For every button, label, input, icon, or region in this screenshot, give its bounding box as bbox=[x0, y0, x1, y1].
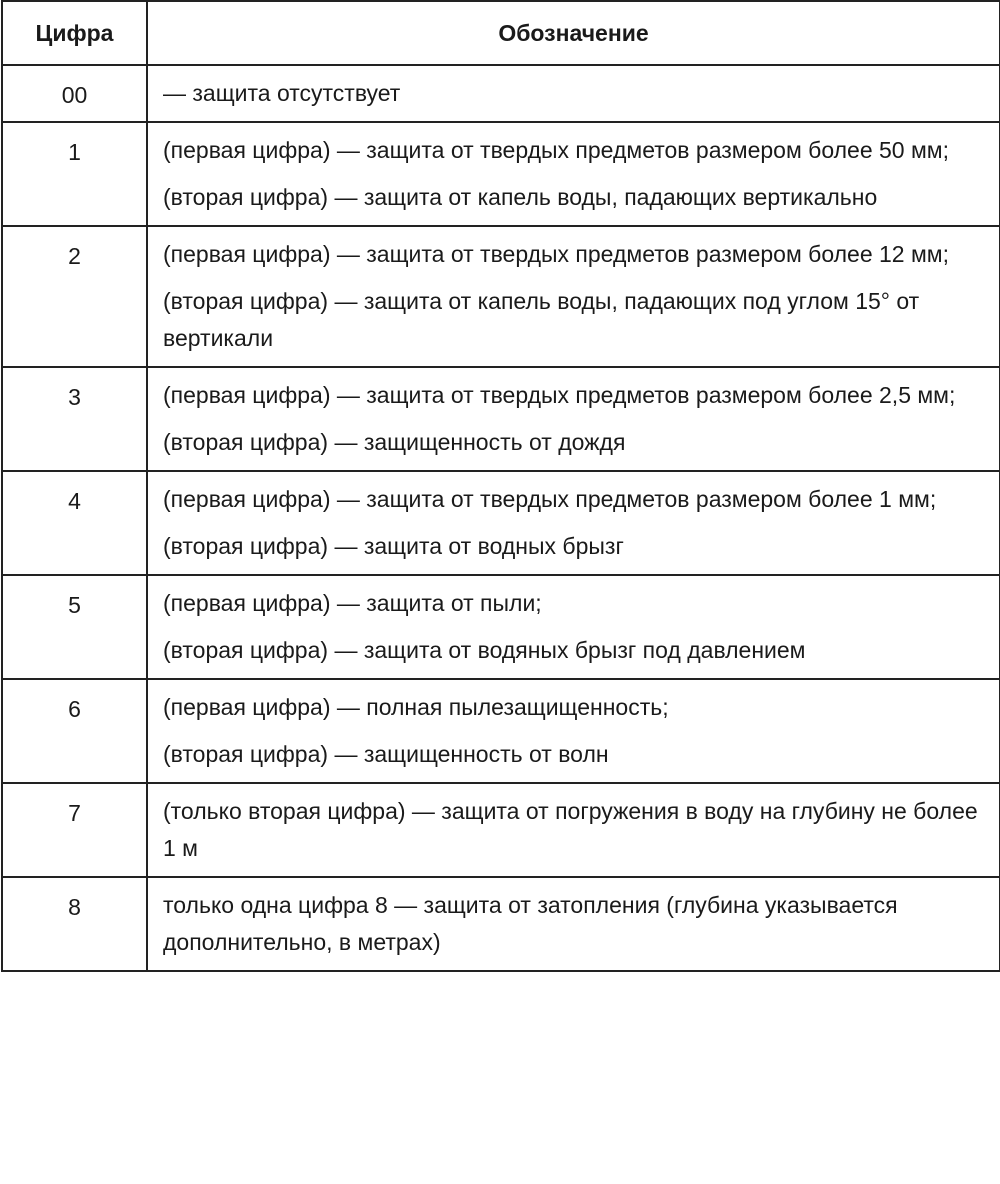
table-row bbox=[2, 122, 1000, 226]
meaning-text: (первая цифра) — защита от твердых предметов размером более 1 мм; bbox=[163, 486, 937, 512]
table-row bbox=[2, 226, 1000, 367]
meaning-text: (вторая цифра) — защита от водных брызг bbox=[163, 533, 624, 559]
meaning-cell bbox=[147, 877, 1000, 971]
meaning-cell bbox=[147, 679, 1000, 783]
meaning-text: (только вторая цифра) — защита от погружения в воду на глубину не более 1 м bbox=[163, 798, 978, 861]
digit-cell: 5 bbox=[2, 575, 147, 679]
table-header bbox=[2, 1, 1000, 65]
column-header-meaning: Обозначение bbox=[147, 1, 1000, 65]
meaning-text: — защита отсутствует bbox=[163, 80, 401, 106]
header-row bbox=[2, 1, 1000, 65]
meaning-text: (вторая цифра) — защищенность от волн bbox=[163, 741, 609, 767]
digit-cell: 7 bbox=[2, 783, 147, 877]
ip-protection-table bbox=[1, 0, 1000, 972]
table-row bbox=[2, 877, 1000, 971]
meaning-cell bbox=[147, 65, 1000, 122]
table-row bbox=[2, 783, 1000, 877]
digit-cell: 3 bbox=[2, 367, 147, 471]
meaning-text: (вторая цифра) — защита от капель воды, падающих вертикально bbox=[163, 184, 878, 210]
meaning-text: (вторая цифра) — защищенность от дождя bbox=[163, 429, 626, 455]
table-row bbox=[2, 575, 1000, 679]
meaning-text: только одна цифра 8 — защита от затопления (глубина указывается дополнительно, в метрах) bbox=[163, 892, 898, 955]
meaning-text: (первая цифра) — защита от твердых предметов размером более 2,5 мм; bbox=[163, 382, 956, 408]
meaning-text: (первая цифра) — защита от твердых предметов размером более 50 мм; bbox=[163, 137, 949, 163]
digit-cell: 8 bbox=[2, 877, 147, 971]
meaning-text: (вторая цифра) — защита от водяных брызг под давлением bbox=[163, 637, 806, 663]
meaning-text: (первая цифра) — защита от твердых предметов размером более 12 мм; bbox=[163, 241, 949, 267]
table-body bbox=[2, 65, 1000, 971]
table-row bbox=[2, 471, 1000, 575]
digit-cell: 6 bbox=[2, 679, 147, 783]
digit-cell: 2 bbox=[2, 226, 147, 367]
digit-cell: 00 bbox=[2, 65, 147, 122]
digit-cell: 4 bbox=[2, 471, 147, 575]
meaning-cell bbox=[147, 122, 1000, 226]
table-row bbox=[2, 65, 1000, 122]
meaning-cell bbox=[147, 471, 1000, 575]
meaning-cell bbox=[147, 226, 1000, 367]
table-row bbox=[2, 679, 1000, 783]
meaning-cell bbox=[147, 783, 1000, 877]
table-row bbox=[2, 367, 1000, 471]
meaning-text: (первая цифра) — защита от пыли; bbox=[163, 590, 542, 616]
meaning-text: (вторая цифра) — защита от капель воды, падающих под углом 15° от вертикали bbox=[163, 288, 920, 351]
meaning-cell bbox=[147, 367, 1000, 471]
meaning-text: (первая цифра) — полная пылезащищенность; bbox=[163, 694, 669, 720]
digit-cell: 1 bbox=[2, 122, 147, 226]
meaning-cell bbox=[147, 575, 1000, 679]
column-header-digit: Цифра bbox=[2, 1, 147, 65]
